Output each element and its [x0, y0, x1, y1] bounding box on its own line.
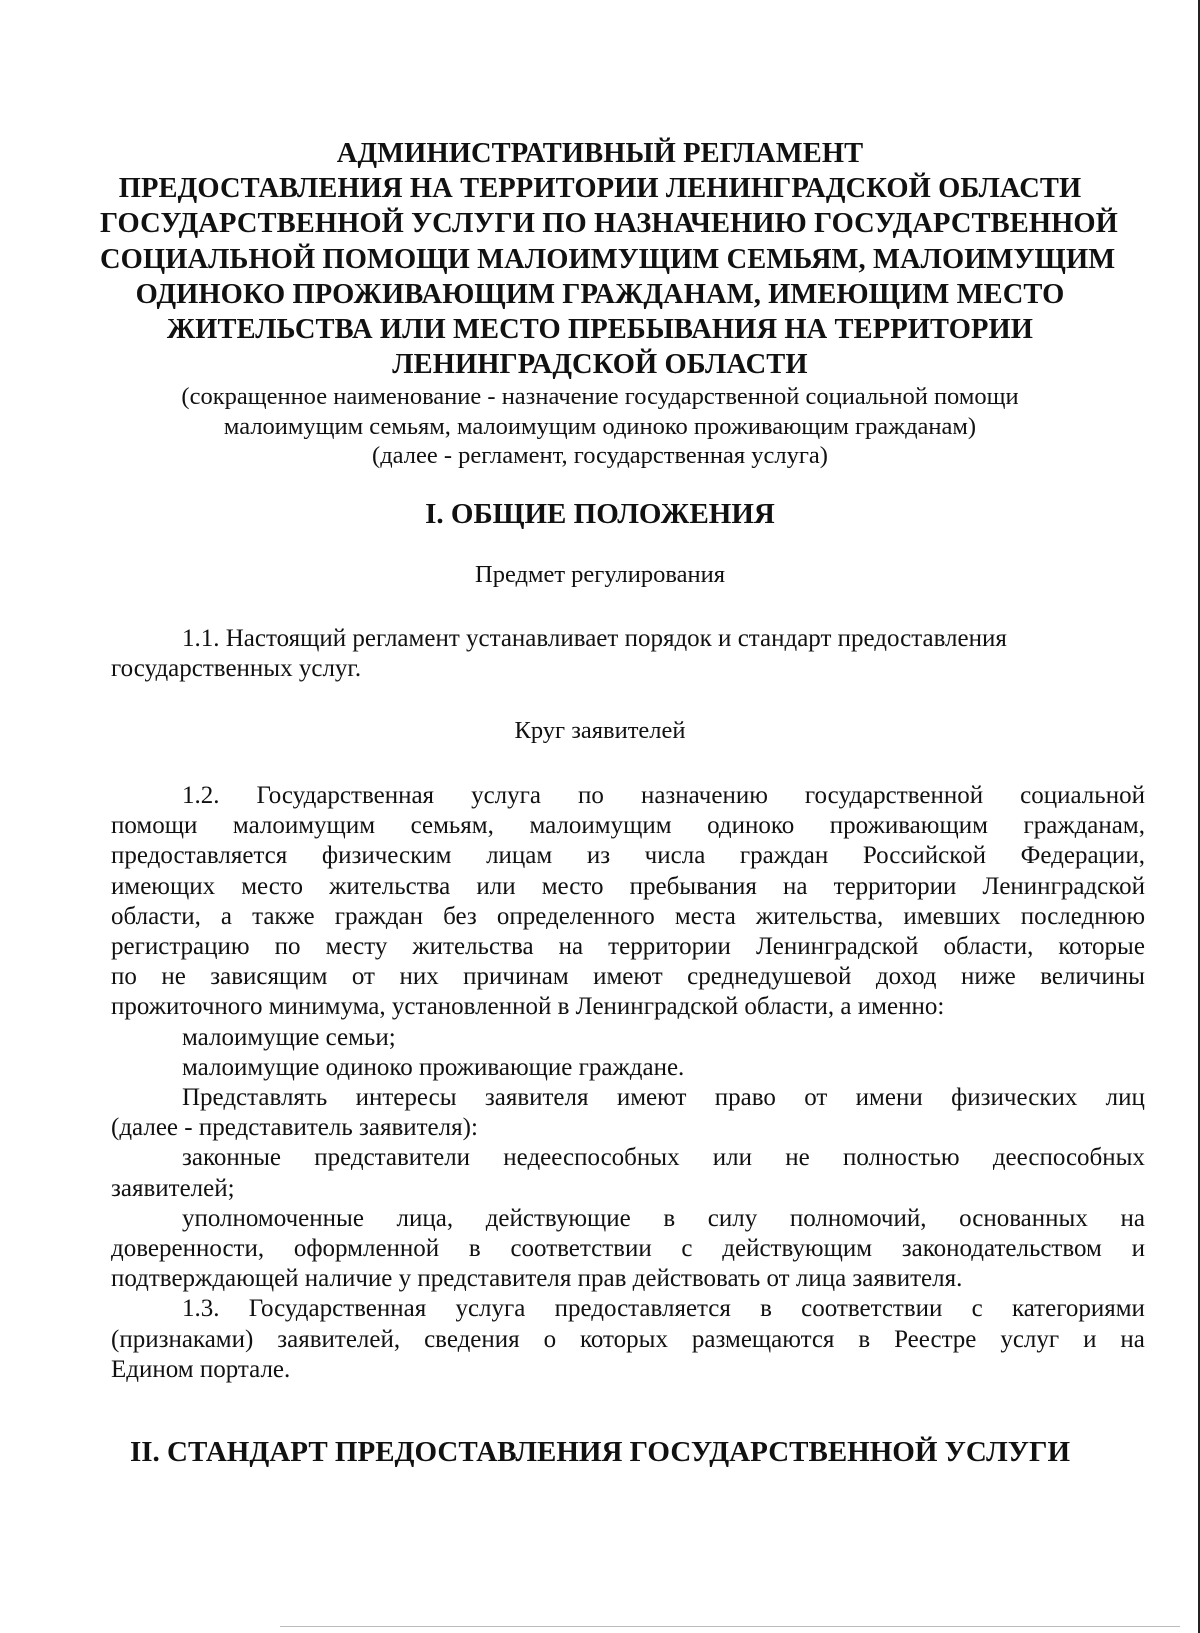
- word: на: [558, 933, 584, 961]
- word: в: [663, 1204, 676, 1232]
- word: области,: [943, 933, 1034, 961]
- word: помощи: [111, 812, 198, 840]
- document-subtitle: [100, 382, 1100, 471]
- word: основанных: [959, 1204, 1088, 1232]
- word: с: [971, 1295, 983, 1323]
- word: с: [681, 1235, 693, 1263]
- word: одиноко: [707, 812, 795, 840]
- word: среднедушевой: [687, 963, 852, 991]
- title-line: ГОСУДАРСТВЕННОЙ УСЛУГИ ПО НАЗНАЧЕНИЮ ГОСУДАРСТВЕННОЙ: [100, 208, 1118, 240]
- word: Реестре: [894, 1325, 977, 1353]
- title-line: СОЦИАЛЬНОЙ ПОМОЩИ МАЛОИМУЩИМ СЕМЬЯМ, МАЛОИМУЩИМ: [100, 243, 1116, 275]
- word: недееспособных: [503, 1144, 680, 1172]
- word: интересы: [355, 1084, 457, 1112]
- word: от: [351, 963, 375, 991]
- list-item-citizens: малоимущие одиноко проживающие граждане.: [182, 1053, 685, 1081]
- word: услуг: [1000, 1325, 1060, 1353]
- title-line: ЖИТЕЛЬСТВА ИЛИ МЕСТО ПРЕБЫВАНИЯ НА ТЕРРИТОРИИ: [166, 314, 1034, 346]
- document-title: [100, 136, 1118, 382]
- title-line: АДМИНИСТРАТИВНЫЙ РЕГЛАМЕНТ: [336, 138, 864, 169]
- text-line: [111, 932, 1145, 962]
- word: заявителей,: [277, 1325, 401, 1353]
- subtitle-line: малоимущим семьям, малоимущим одиноко проживающим гражданам): [223, 412, 977, 440]
- word: предоставляется: [111, 842, 288, 870]
- word: зависящим: [210, 963, 328, 991]
- word: полномочий,: [789, 1204, 927, 1232]
- text-line: Едином портале.: [111, 1355, 291, 1383]
- word: социальной: [1020, 782, 1145, 809]
- word: имевших: [903, 902, 1001, 930]
- word: в: [760, 1295, 772, 1323]
- text-line: [111, 1294, 1145, 1324]
- text-line: заявителей;: [111, 1174, 235, 1202]
- word: граждан: [334, 902, 424, 930]
- word: ниже: [960, 963, 1016, 991]
- text-line: прожиточного минимума, установленной в Ленинградской области, а именно:: [111, 993, 945, 1021]
- word: лица,: [396, 1204, 454, 1232]
- text-line: [111, 902, 1145, 932]
- word: на: [1120, 1204, 1145, 1232]
- text-line: [111, 1083, 1145, 1113]
- word: 1.2.: [182, 782, 220, 809]
- word: действующим: [722, 1235, 873, 1263]
- word: законные: [182, 1144, 281, 1172]
- word: оформленной: [293, 1235, 440, 1263]
- subtitle-line: (сокращенное наименование - назначение государственной социальной помощи: [181, 383, 1019, 410]
- word: которые: [1058, 933, 1145, 961]
- word: проживающим: [829, 812, 988, 840]
- word: право: [714, 1084, 776, 1112]
- word: место: [541, 872, 604, 900]
- word: соответствии: [801, 1295, 943, 1323]
- title-line: ЛЕНИНГРАДСКОЙ ОБЛАСТИ: [392, 349, 808, 381]
- word: регистрацию: [111, 933, 250, 961]
- word: лицам: [486, 842, 553, 870]
- word: предоставляется: [554, 1295, 731, 1323]
- paragraph-1-1: [111, 624, 1145, 684]
- word: дееспособных: [992, 1144, 1145, 1172]
- section-1-heading: I. ОБЩИЕ ПОЛОЖЕНИЯ: [425, 498, 775, 530]
- word: уполномоченные: [182, 1204, 364, 1232]
- word: малоимущим: [529, 812, 672, 840]
- word: по: [578, 782, 604, 809]
- word: семьям,: [410, 812, 494, 840]
- text-line: (далее - представитель заявителя):: [111, 1114, 478, 1142]
- word: месту: [325, 933, 388, 961]
- word: гражданам,: [1023, 812, 1145, 840]
- word: Государственная: [256, 782, 435, 809]
- text-line: [111, 962, 1145, 992]
- list-item-families: малоимущие семьи;: [182, 1023, 396, 1051]
- word: услуга: [455, 1295, 526, 1323]
- word: сведения: [424, 1325, 520, 1353]
- text-line: [111, 1204, 1145, 1234]
- word: не: [161, 963, 186, 991]
- word: по: [111, 963, 137, 991]
- word: соответствии: [510, 1235, 652, 1263]
- text-line: государственных услуг.: [111, 655, 362, 683]
- word: и: [1131, 1235, 1145, 1263]
- word: Представлять: [182, 1084, 328, 1112]
- text-line: [111, 1143, 1145, 1173]
- word: пребывания: [629, 872, 757, 900]
- word: на: [1120, 1325, 1145, 1353]
- word: силу: [707, 1204, 758, 1232]
- text-line: [111, 781, 1145, 811]
- word: а: [220, 902, 233, 930]
- section-2-heading: II. СТАНДАРТ ПРЕДОСТАВЛЕНИЯ ГОСУДАРСТВЕННОЙ УСЛУГИ: [129, 1436, 1071, 1468]
- word: назначению: [640, 782, 768, 809]
- word: места: [674, 902, 736, 930]
- word: территории: [833, 872, 957, 900]
- word: также: [252, 902, 315, 930]
- word: имеют: [616, 1084, 687, 1112]
- word: не: [785, 1144, 810, 1172]
- word: на: [783, 872, 808, 900]
- word: последнюю: [1020, 902, 1145, 930]
- word: Ленинградской: [756, 933, 919, 961]
- word: Ленинградской: [982, 872, 1145, 900]
- word: по: [274, 933, 301, 961]
- word: доверенности,: [111, 1235, 265, 1263]
- subheading-applicants: Круг заявителей: [514, 717, 686, 744]
- text-line: [111, 1325, 1145, 1355]
- word: физическим: [321, 842, 452, 870]
- text-line: [111, 811, 1145, 841]
- word: (признаками): [111, 1325, 254, 1353]
- word: имеют: [593, 963, 663, 991]
- word: действующие: [485, 1204, 631, 1232]
- word: в: [468, 1235, 481, 1263]
- word: жительства: [329, 872, 451, 900]
- word: законодательством: [901, 1235, 1102, 1263]
- page-edge-bottom: [280, 1626, 1180, 1627]
- paragraph-1-2: [111, 781, 1145, 1385]
- word: из: [586, 842, 611, 870]
- word: без: [443, 902, 477, 930]
- text-line: [111, 1234, 1145, 1264]
- word: физических: [951, 1084, 1078, 1112]
- word: них: [399, 963, 439, 991]
- word: величины: [1040, 963, 1145, 991]
- word: место: [241, 872, 303, 900]
- text-line: 1.1. Настоящий регламент устанавливает порядок и стандарт предоставления: [182, 625, 1007, 652]
- word: заявителя: [484, 1084, 589, 1112]
- subheading-subject: Предмет регулирования: [475, 561, 725, 588]
- word: или: [712, 1144, 753, 1172]
- word: числа: [644, 842, 706, 870]
- word: представители: [314, 1144, 471, 1172]
- word: в: [858, 1325, 871, 1353]
- word: жительства,: [755, 902, 884, 930]
- word: размещаются: [691, 1325, 835, 1353]
- word: малоимущим: [232, 812, 376, 840]
- word: имеющих: [111, 872, 216, 900]
- word: области,: [111, 902, 201, 930]
- word: Российской: [862, 842, 987, 870]
- word: 1.3.: [182, 1295, 220, 1323]
- word: имени: [855, 1084, 923, 1112]
- subtitle-line: (далее - регламент, государственная услуга): [372, 442, 828, 469]
- word: территории: [608, 933, 731, 961]
- word: доход: [875, 963, 937, 991]
- title-line: ОДИНОКО ПРОЖИВАЮЩИМ ГРАЖДАНАМ, ИМЕЮЩИМ МЕСТО: [135, 278, 1065, 310]
- word: услуга: [471, 782, 541, 809]
- word: лиц: [1105, 1084, 1145, 1112]
- word: которых: [580, 1325, 668, 1353]
- text-line: [111, 872, 1145, 902]
- word: или: [476, 872, 516, 900]
- word: от: [804, 1084, 828, 1112]
- word: государственной: [804, 782, 984, 809]
- word: и: [1083, 1325, 1097, 1353]
- word: определенного: [496, 902, 655, 930]
- word: Государственная: [248, 1295, 427, 1323]
- text-line: [111, 841, 1145, 871]
- word: Федерации,: [1020, 842, 1145, 870]
- word: категориями: [1011, 1295, 1145, 1323]
- word: граждан: [739, 842, 829, 870]
- word: полностью: [842, 1144, 960, 1172]
- text-line: подтверждающей наличие у представителя прав действовать от лица заявителя.: [111, 1265, 963, 1293]
- word: причинам: [463, 963, 569, 991]
- word: о: [543, 1325, 557, 1353]
- word: жительства: [412, 933, 534, 961]
- title-line: ПРЕДОСТАВЛЕНИЯ НА ТЕРРИТОРИИ ЛЕНИНГРАДСКОЙ ОБЛАСТИ: [118, 173, 1082, 205]
